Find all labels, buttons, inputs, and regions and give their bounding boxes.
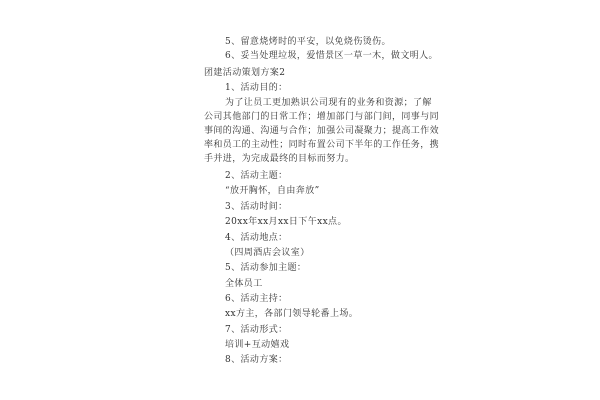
text-line: “放开胸怀，自由奔放” bbox=[225, 186, 320, 196]
section-heading: 5、活动参加主题： bbox=[225, 263, 307, 273]
section-heading: 7、活动形式： bbox=[225, 325, 288, 335]
paragraph-line: 为了让员工更加熟识公司现有的业务和资源；了解 bbox=[225, 98, 432, 108]
text-line: 5、留意烧烤时的平安，以免烧伤烫伤。 bbox=[225, 37, 391, 47]
section-heading: 4、活动地点： bbox=[225, 233, 288, 243]
text-line: 全体员工 bbox=[225, 279, 263, 289]
paragraph-line: 公司其他部门的日常工作；增加部门与部门间，同事与同 bbox=[204, 112, 440, 122]
paragraph-line: 事间的沟通、沟通与合作；加强公司凝聚力；提高工作效 bbox=[204, 126, 440, 136]
section-heading: 8、活动方案： bbox=[225, 355, 288, 365]
section-heading: 1、活动目的： bbox=[225, 83, 288, 93]
section-heading: 2、活动主题： bbox=[225, 171, 288, 181]
paragraph-line: 率和员工的主动性；同时布置公司下半年的工作任务，携 bbox=[204, 140, 440, 150]
paragraph-line: 手并进，为完成最终的目标而努力。 bbox=[204, 154, 355, 164]
text-line: xx方主，各部门领导轮番上场。 bbox=[225, 309, 359, 319]
text-line: （四周酒店会议室） bbox=[225, 248, 310, 258]
section-heading: 6、活动主持： bbox=[225, 294, 288, 304]
text-line: 6、妥当处理垃圾，爱惜景区一草一木，做文明人。 bbox=[225, 51, 438, 61]
section-heading: 3、活动时间： bbox=[225, 202, 288, 212]
text-line: 20xx年xx月xx日下午xx点。 bbox=[225, 217, 347, 227]
text-line: 培训+互动嬉戏 bbox=[225, 340, 290, 350]
section-title: 团建活动策划方案2 bbox=[204, 68, 286, 78]
